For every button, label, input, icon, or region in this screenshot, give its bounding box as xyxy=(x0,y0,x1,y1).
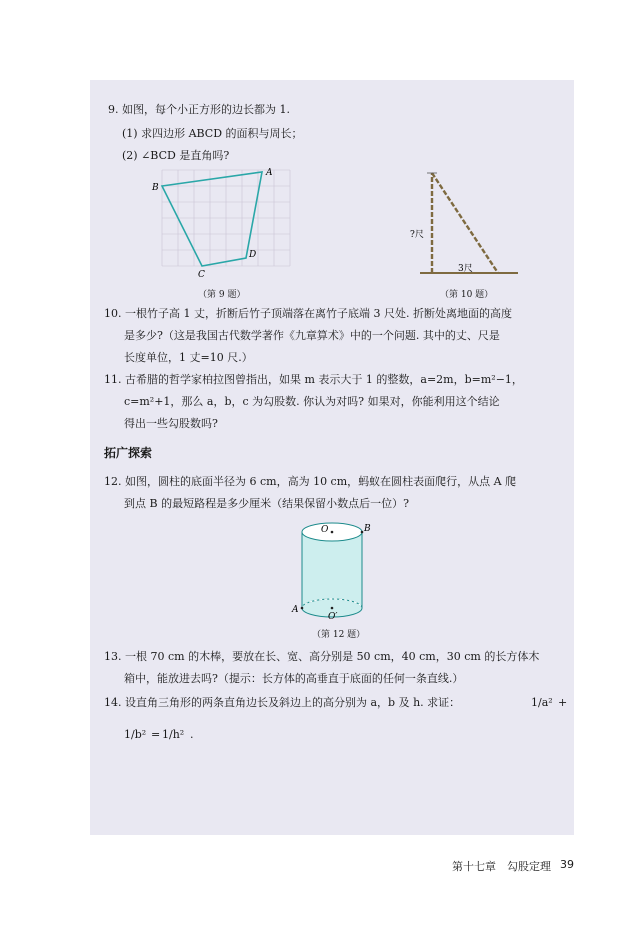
problem-12-line-1: 12. 如图，圆柱的底面半径为 6 cm，高为 10 cm，蚂蚁在圆柱表面爬行，从点 A 爬 xyxy=(104,475,517,488)
equals-sign: = xyxy=(151,728,161,741)
problem-11-line-2: c=m²+1，那么 a，b，c 为勾股数. 你认为对吗? 如果对，你能利用这个结论 xyxy=(124,395,500,408)
label-c: C xyxy=(198,270,205,280)
problem-9-stem: 9. 如图，每个小正方形的边长都为 1. xyxy=(108,103,290,116)
problem-9-q2: (2) ∠BCD 是直角吗? xyxy=(122,149,230,162)
svg-text:O: O xyxy=(321,525,329,535)
problem-12-line-2: 到点 B 的最短路程是多少厘米（结果保留小数点后一位）? xyxy=(124,497,409,510)
plus-sign: + xyxy=(558,696,568,709)
page-number: 39 xyxy=(560,858,574,871)
svg-text:3尺: 3尺 xyxy=(458,264,473,274)
problem-10-line-1: 10. 一根竹子高 1 丈，折断后竹子顶端落在离竹子底端 3 尺处. 折断处离地面的高度 xyxy=(104,307,512,320)
label-d: D xyxy=(249,250,257,260)
period: . xyxy=(190,728,194,741)
problem-13-line-2: 箱中，能放进去吗?（提示：长方体的高垂直于底面的任何一条直线.） xyxy=(124,672,464,685)
svg-text:A: A xyxy=(292,605,299,615)
problem-9-q1: (1) 求四边形 ABCD 的面积与周长； xyxy=(122,127,303,140)
figure-9-caption: （第 9 题） xyxy=(198,290,246,300)
svg-text:?尺: ?尺 xyxy=(410,230,424,240)
section-title: 拓广探索 xyxy=(104,446,153,460)
problem-10-line-3: 长度单位，1 丈=10 尺.） xyxy=(124,351,253,364)
figure-12-caption: （第 12 题） xyxy=(312,630,366,640)
fraction-1-over-a2: 1/a² xyxy=(531,696,553,709)
figure-9-grid xyxy=(150,165,310,280)
problem-14-line-1: 14. 设直角三角形的两条直角边长及斜边上的高分别为 a，b 及 h. 求证： xyxy=(104,696,461,709)
problem-11-line-1: 11. 古希腊的哲学家柏拉图曾指出，如果 m 表示大于 1 的整数，a=2m，b=m²−1， xyxy=(104,373,523,386)
label-a: A xyxy=(266,168,273,178)
svg-text:B: B xyxy=(364,524,371,534)
problem-11-line-3: 得出一些勾股数吗? xyxy=(124,417,218,430)
figure-12-cylinder xyxy=(288,520,388,620)
chapter-title: 第十七章 勾股定理 xyxy=(452,860,551,873)
figure-10-caption: （第 10 题） xyxy=(440,290,494,300)
problem-10-line-2: 是多少?（这是我国古代数学著作《九章算术》中的一个问题. 其中的丈、尺是 xyxy=(124,329,500,342)
svg-text:O′: O′ xyxy=(328,612,338,620)
problem-13-line-1: 13. 一根 70 cm 的木棒，要放在长、宽、高分别是 50 cm，40 cm，30 cm 的长方体木 xyxy=(104,650,540,663)
fraction-1-over-h2: 1/h² xyxy=(162,728,185,741)
fraction-1-over-b2: 1/b² xyxy=(124,728,147,741)
label-b: B xyxy=(152,183,159,193)
figure-10-bamboo xyxy=(400,165,525,280)
